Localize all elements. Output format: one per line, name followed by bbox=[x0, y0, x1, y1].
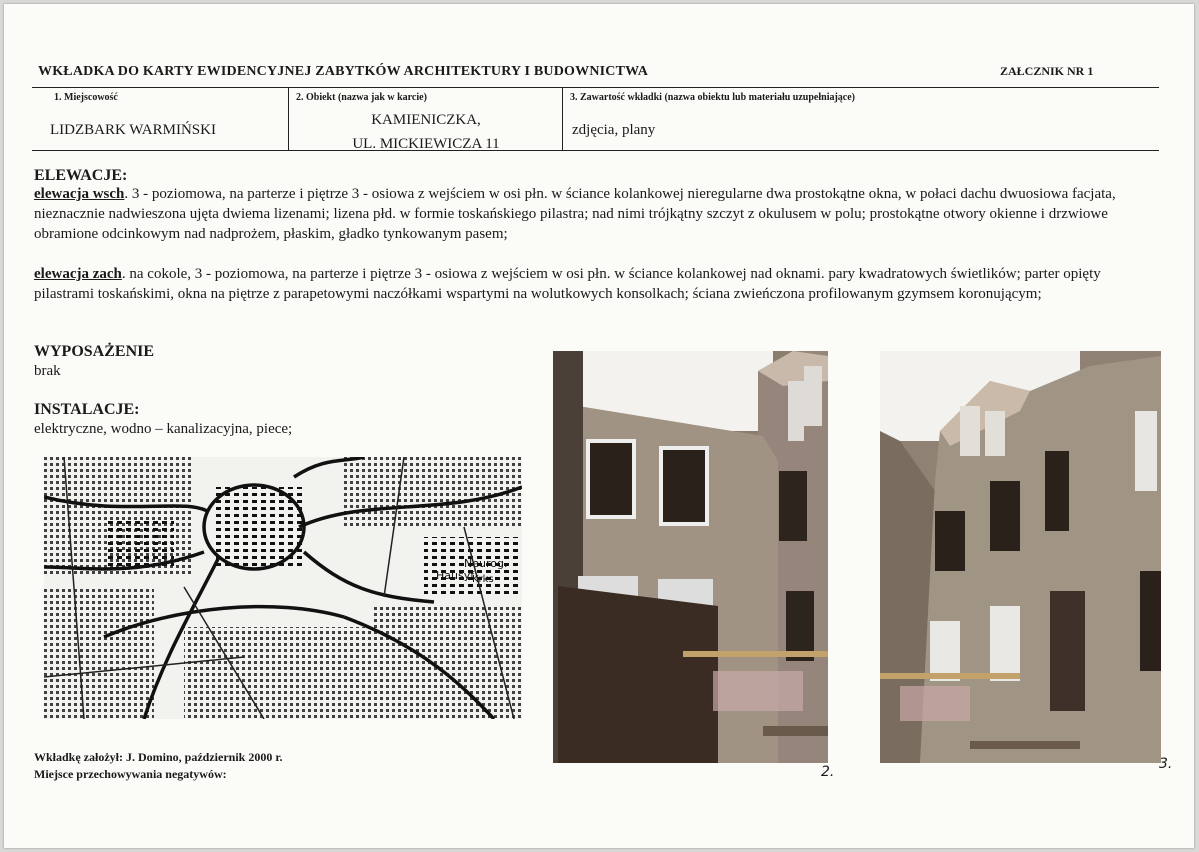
document-page bbox=[4, 4, 1194, 848]
west-elevation-paragraph bbox=[34, 264, 1164, 304]
header-bottom-rule bbox=[32, 150, 1159, 151]
negatives-location: Miejsce przechowywania negatywów: bbox=[34, 767, 227, 781]
column-divider-2 bbox=[562, 87, 563, 151]
photo-3-number: 3. bbox=[1159, 756, 1173, 772]
photo-3-west-courtyard bbox=[880, 351, 1161, 763]
elevations-heading: ELEWACJE: bbox=[34, 167, 128, 184]
place-label: 1. Miejscowość bbox=[54, 92, 118, 103]
installations-value: elektryczne, wodno – kanalizacyjna, piece; bbox=[34, 421, 293, 437]
photo-2-drawing bbox=[553, 351, 828, 763]
object-name-line2: UL. MICKIEWICZA 11 bbox=[352, 136, 500, 150]
west-elevation-text: . na cokole, 3 - poziomowa, na parterze i piętrze 3 - osiowa z wejściem w osi płn. w ściance kolankowej nad oknami. pary kwadratowych świetlików; parter opięty pilastrami toskańskimi, okna na piętrze z parapetowymi naczółkami wspartymi na wolutkowych konsolkach; ściana zwieńczona profilowanym gzymsem koronującym; bbox=[34, 266, 1101, 302]
column-divider-1 bbox=[288, 87, 289, 151]
east-elevation-label: elewacja wsch bbox=[34, 186, 125, 202]
photo-2-number: 2. bbox=[821, 764, 835, 780]
object-name-line1: KAMIENICZKA, bbox=[371, 112, 481, 128]
town-map bbox=[44, 457, 522, 719]
equipment-heading: WYPOSAŻENIE bbox=[34, 343, 155, 360]
installations-heading: INSTALACJE: bbox=[34, 401, 140, 418]
content-value: zdjęcia, plany bbox=[572, 122, 656, 138]
map-label-1: Hausyf bbox=[436, 569, 475, 582]
place-value: LIDZBARK WARMIŃSKI bbox=[50, 122, 216, 138]
object-label: 2. Obiekt (nazwa jak w karcie) bbox=[296, 92, 427, 103]
map-drawing bbox=[44, 457, 522, 719]
map-label-2: Neurog. bbox=[464, 557, 508, 570]
annex-number: ZAŁCZNIK NR 1 bbox=[1000, 64, 1094, 78]
document-title: WKŁADKA DO KARTY EWIDENCYJNEJ ZABYTKÓW ARCHITEKTURY I BUDOWNICTWA bbox=[38, 64, 649, 79]
west-elevation-label: elewacja zach bbox=[34, 266, 122, 282]
author-line: Wkładkę założył: J. Domino, październik 2000 r. bbox=[34, 750, 283, 764]
photo-2-east-courtyard bbox=[553, 351, 828, 763]
content-label: 3. Zawartość wkładki (nazwa obiektu lub materiału uzupełniające) bbox=[570, 92, 856, 103]
photo-3-drawing bbox=[880, 351, 1161, 763]
map-label-3: Krks bbox=[472, 574, 494, 585]
east-elevation-paragraph bbox=[34, 184, 1164, 244]
equipment-value: brak bbox=[34, 363, 61, 379]
header-top-rule bbox=[32, 87, 1159, 88]
east-elevation-text: . 3 - poziomowa, na parterze i piętrze 3 - osiowa z wejściem w osi płn. w ściance kolankowej nieregularne dwa prostokątne okna, w połaci dachu dwuosiowa facjata, nieznacznie nadwieszona ujęta dwiema lizenami; lizena płd. w formie toskańskiego pilastra; nad nimi trójkątny szczyt z okulusem w polu; prostokątne otwory okienne i drzwiowe obramione odcinkowym nad nadprożem, płaskim, gładko tynkowanym pasem; bbox=[34, 186, 1116, 242]
